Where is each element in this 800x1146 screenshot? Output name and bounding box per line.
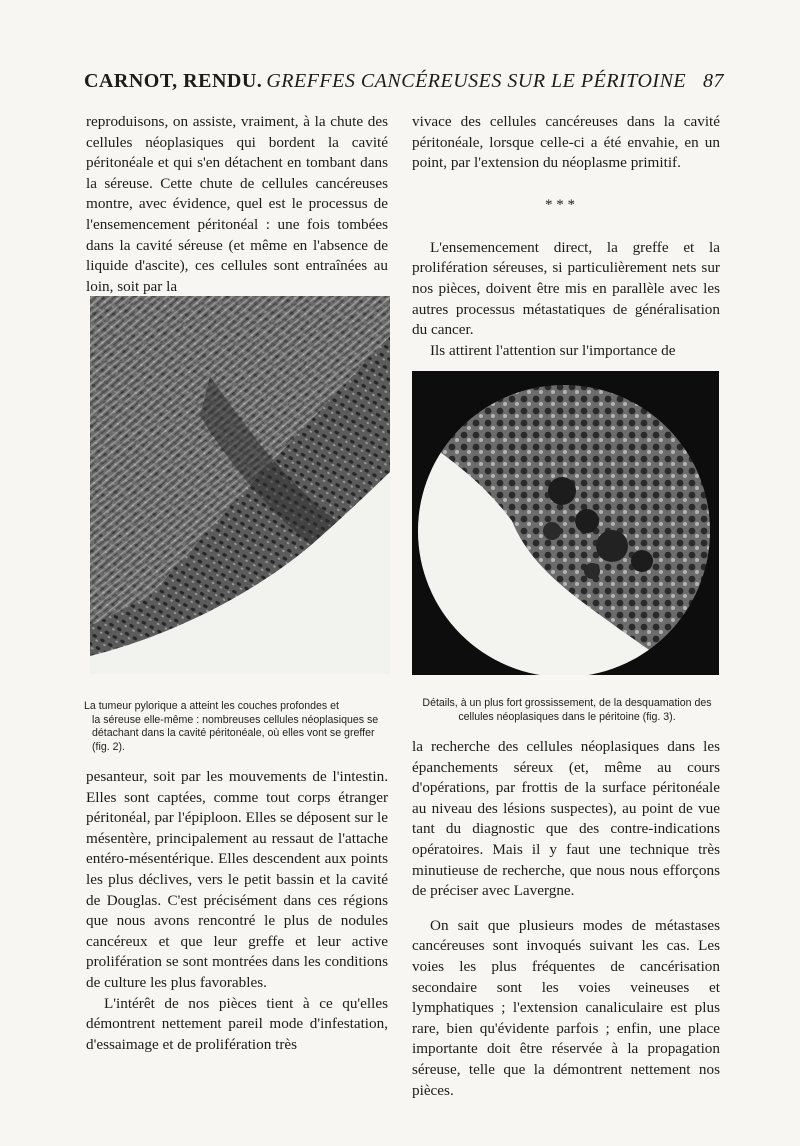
column-right-bottom: [412, 737, 720, 1101]
paragraph: reproduisons, on assiste, vraiment, à la chute des cellules néoplasiques qui bordent la cavité péritonéale et qui s'en détachent en tombant dans la séreuse. Cette chute de cellules cancéreuses montre, avec évidence, quel est le processus de l'ensemencement péritonéal : une fois tombées dans la cavité séreuse (et même en l'absence de liquide d'ascite), ces cellules sont entraînées au loin, soit par la: [86, 113, 388, 295]
column-right-top: [412, 112, 720, 361]
header-title: GREFFES CANCÉREUSES SUR LE PÉRITOINE: [266, 70, 687, 92]
figure-3-caption: Détails, à un plus fort grossissement, de la desquamation des cellules néoplasiques dans le péritoine (fig. 3).: [422, 697, 712, 723]
paragraph: On sait que plusieurs modes de métastases cancéreuses sont invoqués suivant les cas. Les voies les plus fréquentes de cancérisation secondaire sont les voies veineuses et lymphatiques ; l'extension canaliculaire est plus rare, bien qu'évidente parfois ; enfin, une place importante doit être réservée à la propagation séreuse, telle que la démontrent nettement nos pièces.: [412, 916, 720, 1099]
asterism: [540, 197, 580, 230]
caption-line: La tumeur pylorique a atteint les couches profondes et: [84, 700, 339, 712]
paragraph: pesanteur, soit par les mouvements de l'intestin. Elles sont captées, comme tout corps étranger péritonéal, par l'épiploon. Elles se déposent sur le mésentère, principalement au ressaut de l'attache entéro-mésentérique. Elles descendent aux points les plus déclives, vers le petit bassin et la cavité de Douglas. C'est précisément dans ces régions que nous avons rencontré le plus de nodules cancéreux et que leur greffe et leur active prolifération se sont montrées dans les conditions de culture les plus favorables.: [86, 768, 388, 991]
paragraph: vivace des cellules cancéreuses dans la cavité péritonéale, lorsque celle-ci a été envahie, en un point, par l'extension du néoplasme primitif.: [412, 113, 720, 172]
tissue-micrograph-circular: [412, 371, 719, 675]
page-number: 87: [703, 70, 724, 92]
column-left-bottom: [86, 767, 388, 1055]
paragraph: Ils attirent l'attention sur l'importance de: [430, 341, 676, 359]
caption-continuation: la séreuse elle-même : nombreuses cellules néoplasiques se détachant dans la cavité péritonéale, où elles vont se greffer (fig. 2).: [92, 713, 379, 753]
header-authors: CARNOT, RENDU.: [84, 70, 263, 92]
paragraph: la recherche des cellules néoplasiques dans les épanchements séreux (et, même au cours d'opérations, par frottis de la surface péritonéale au niveau des lésions suspectes), au point de vue tant du diagnostic que des contre-indications opératoires. Mais il y faut une technique très minutieuse de recherche, que nous nous efforçons de préciser avec Lavergne.: [412, 738, 720, 900]
paragraph: L'intérêt de nos pièces tient à ce qu'elles démontrent nettement pareil mode d'infestation, d'essaimage et de prolifération très: [86, 994, 388, 1053]
running-header: [84, 70, 724, 104]
paragraph: L'ensemencement direct, la greffe et la prolifération séreuses, si particulièrement nets sur nos pièces, doivent être mis en parallèle avec les autres processus métastatiques de généralisation du cancer.: [412, 238, 720, 339]
tissue-micrograph: [90, 296, 390, 674]
figure-2-caption: [84, 700, 390, 754]
figure-2-photograph: [90, 296, 390, 674]
column-left-top: [86, 112, 388, 297]
figure-3-photograph: [412, 371, 719, 675]
asterism-glyphs: * * *: [545, 197, 575, 213]
